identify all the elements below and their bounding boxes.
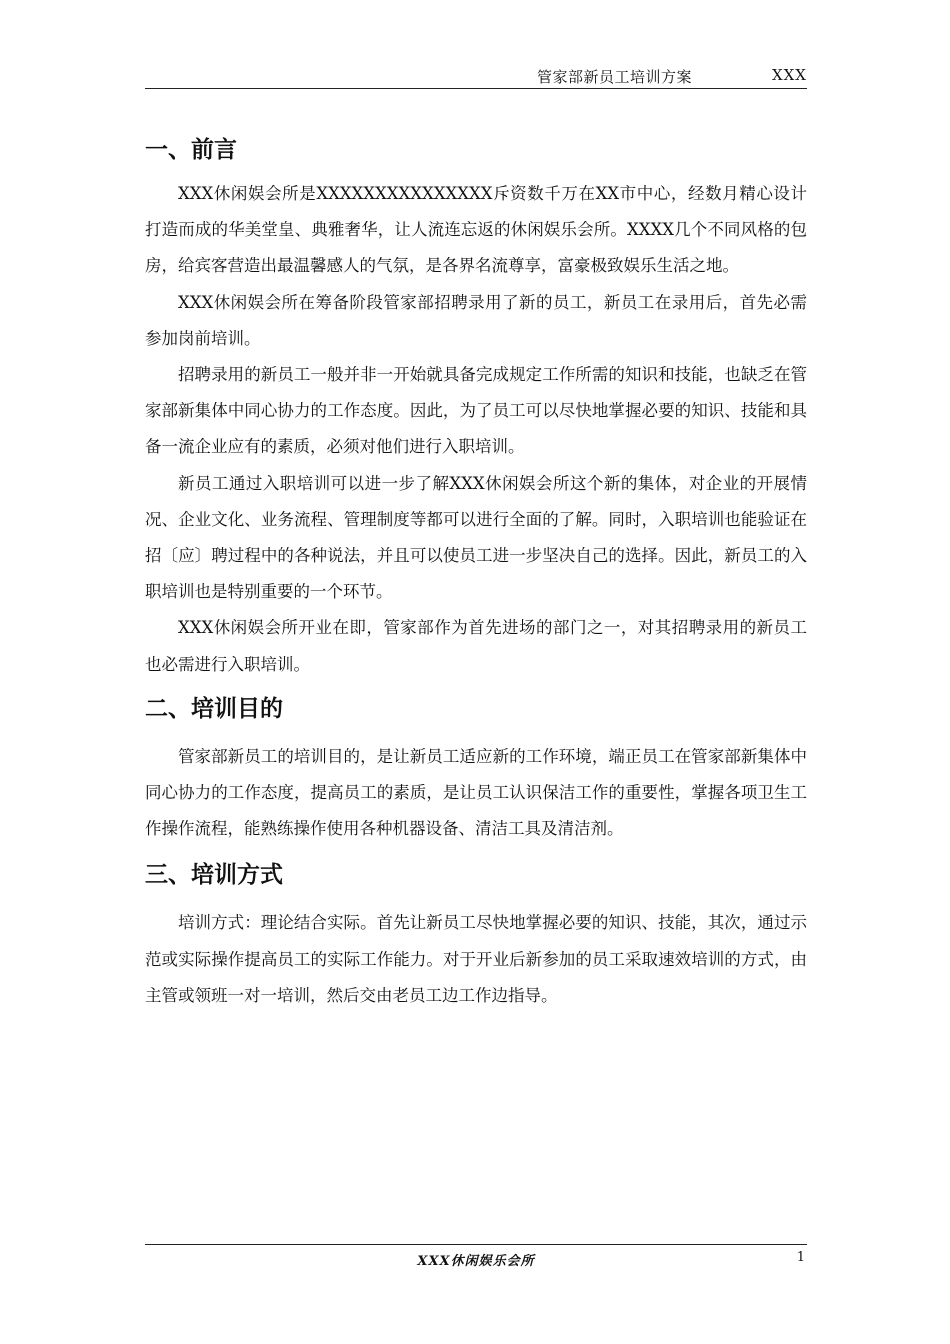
header-code: XXX — [771, 66, 807, 84]
paragraph: XXX休闲娱会所开业在即，管家部作为首先进场的部门之一，对其招聘录用的新员工也必需进行入职培训。 — [145, 618, 807, 674]
paragraph: 培训方式：理论结合实际。首先让新员工尽快地掌握必要的知识、技能，其次，通过示范或实际操作提高员工的实际工作能力。对于开业后新参加的员工采取速效培训的方式，由主管或领班一对一培训，然后交由老员工边工作边指导。 — [145, 913, 807, 1005]
page-header — [145, 64, 807, 89]
page-footer — [145, 1244, 807, 1275]
footer-company: XXX休闲娱乐会所 — [417, 1254, 535, 1269]
page-number: 1 — [796, 1250, 805, 1265]
paragraph: 招聘录用的新员工一般并非一开始就具备完成规定工作所需的知识和技能，也缺乏在管家部新集体中同心协力的工作态度。因此，为了员工可以尽快地掌握必要的知识、技能和具备一流企业应有的素质，必须对他们进行入职培训。 — [145, 365, 807, 457]
paragraph: XXX休闲娱会所在筹备阶段管家部招聘录用了新的员工，新员工在录用后，首先必需参加岗前培训。 — [145, 292, 807, 348]
header-title: 管家部新员工培训方案 — [536, 68, 692, 86]
paragraph: 管家部新员工的培训目的，是让新员工适应新的工作环境，端正员工在管家部新集体中同心协力的工作态度，提高员工的素质，是让员工认识保洁工作的重要性，掌握各项卫生工作操作流程，能熟练操作使用各种机器设备、清洁工具及清洁剂。 — [145, 746, 807, 839]
section-heading-method: 三、培训方式 — [145, 862, 283, 889]
section-heading-purpose: 二、培训目的 — [145, 695, 283, 722]
document-body — [145, 130, 807, 1014]
paragraph: 新员工通过入职培训可以进一步了解XXX休闲娱会所这个新的集体，对企业的开展情况、企业文化、业务流程、管理制度等都可以进行全面的了解。同时，入职培训也能验证在招〔应〕聘过程中的各种说法，并且可以使员工进一步坚决自己的选择。因此，新员工的入职培训也是特别重要的一个环节。 — [145, 473, 807, 602]
section-heading-intro: 一、前言 — [145, 137, 237, 163]
paragraph: XXX休闲娱会所是XXXXXXXXXXXXXXX斥资数千万在XX市中心，经数月精心设计打造而成的华美堂皇、典雅奢华，让人流连忘返的休闲娱乐会所。XXXX几个不同风格的包房，给宾客营造出最温馨感人的气氛，是各界名流尊享，富豪极致娱乐生活之地。 — [145, 184, 807, 276]
